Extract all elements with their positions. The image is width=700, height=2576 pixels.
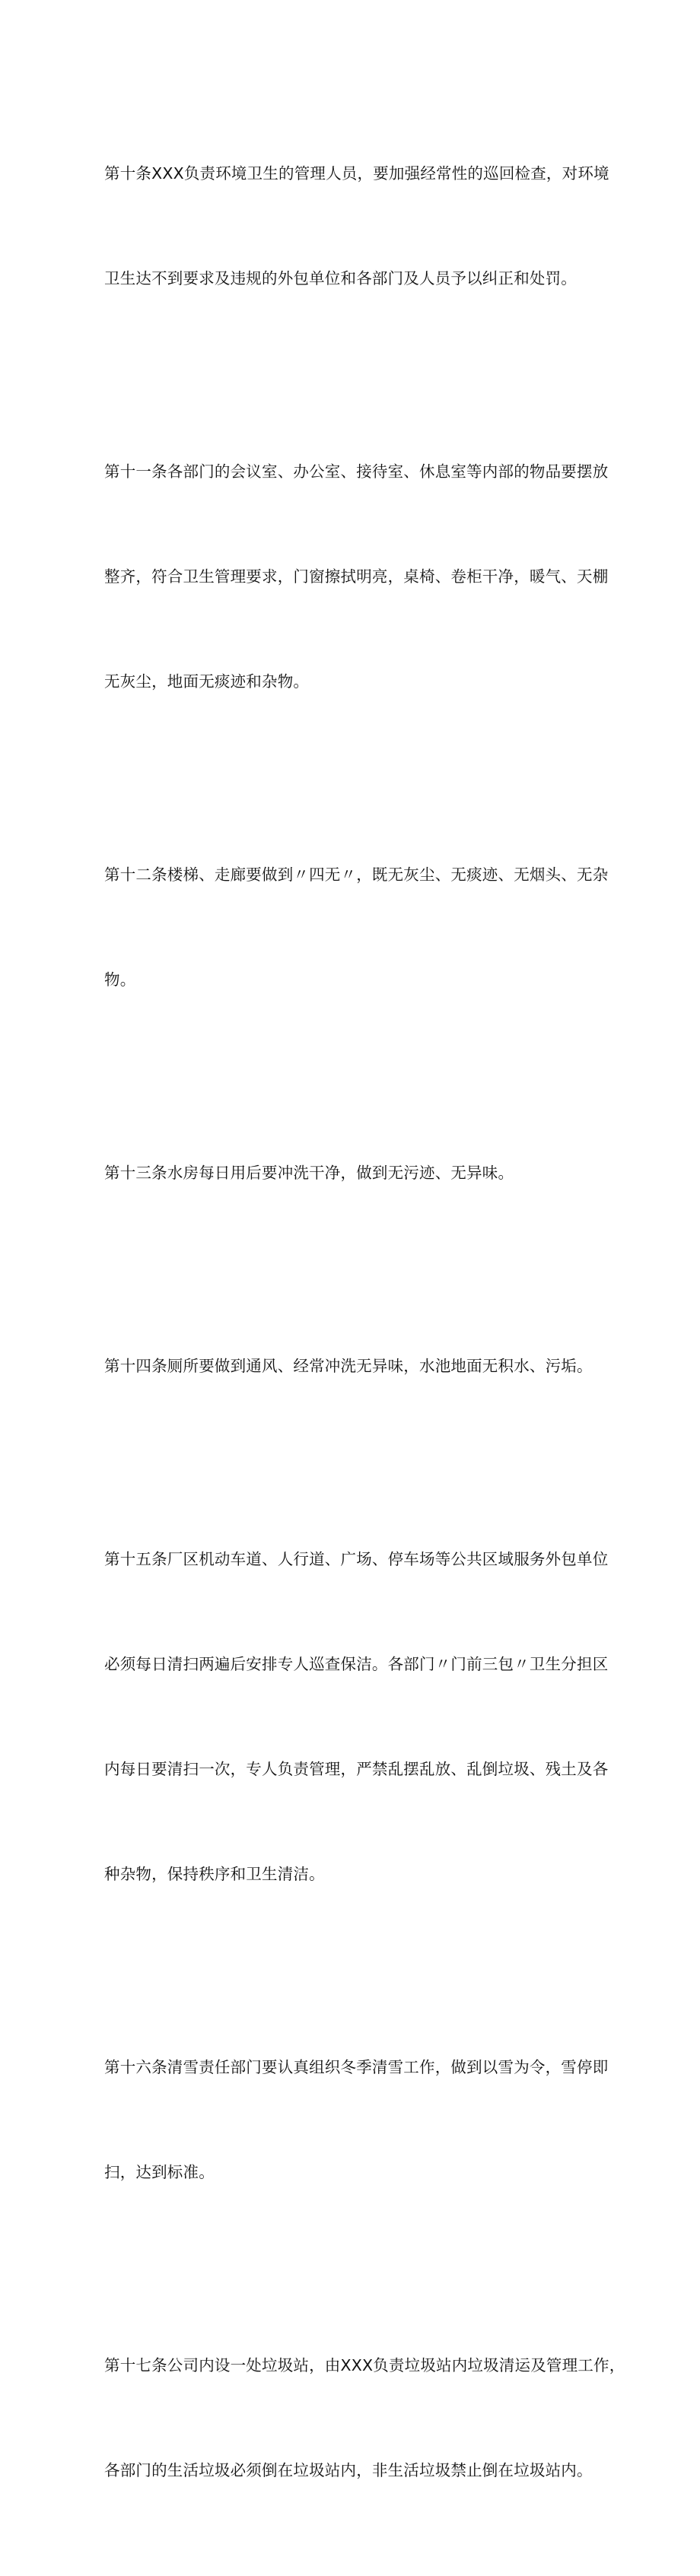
paragraph-line: 无灰尘，地面无痰迹和杂物。 <box>104 672 310 691</box>
paragraph-line: 各部门的生活垃圾必须倒在垃圾站内，非生活垃圾禁止倒在垃圾站内。 <box>104 2461 593 2479</box>
paragraph-line: 第十二条楼梯、走廊要做到〃四无〃，既无灰尘、无痰迹、无烟头、无杂 <box>104 866 609 884</box>
paragraph-line: 第十条XXX负责环境卫生的管理人员，要加强经常性的巡回检查，对环境 <box>104 164 609 183</box>
paragraph-line: 第十七条公司内设一处垃圾站，由XXX负责垃圾站内垃圾清运及管理工作， <box>104 2356 625 2374</box>
paragraph-line: 第十三条水房每日用后要冲洗干净，做到无污迹、无异味。 <box>104 1164 514 1182</box>
document-body <box>104 86 625 2576</box>
paragraph-line: 内每日要清扫一次，专人负责管理，严禁乱摆乱放、乱倒垃圾、残土及各 <box>104 1760 609 1778</box>
article-11-paragraph <box>104 384 609 769</box>
article-12-paragraph <box>104 787 609 1067</box>
paragraph-line: 整齐，符合卫生管理要求，门窗擦拭明亮，桌椅、卷柜干净，暖气、天棚 <box>104 567 609 586</box>
paragraph-line: 必须每日清扫两遍后安排专人巡查保洁。各部门〃门前三包〃卫生分担区 <box>104 1655 609 1673</box>
paragraph-line: 第十四条厕所要做到通风、经常冲洗无异味，水池地面无积水、污垢。 <box>104 1357 593 1375</box>
article-17-paragraph <box>104 2278 625 2558</box>
paragraph-line: 物。 <box>104 970 136 989</box>
article-13-paragraph <box>104 1085 599 1260</box>
article-14-paragraph <box>104 1278 599 1453</box>
paragraph-line: 卫生达不到要求及违规的外包单位和各部门及人员予以纠正和处罚。 <box>104 269 577 287</box>
article-10-paragraph <box>104 86 609 366</box>
paragraph-line: 第十一条各部门的会议室、办公室、接待室、休息室等内部的物品要摆放 <box>104 462 609 481</box>
article-16-paragraph <box>104 1980 609 2260</box>
paragraph-line: 第十六条清雪责任部门要认真组织冬季清雪工作，做到以雪为令，雪停即 <box>104 2058 609 2076</box>
paragraph-line: 第十五条厂区机动车道、人行道、广场、停车场等公共区域服务外包单位 <box>104 1550 609 1568</box>
article-15-paragraph <box>104 1472 609 1961</box>
paragraph-line: 种杂物，保持秩序和卫生清洁。 <box>104 1865 325 1883</box>
paragraph-line: 扫，达到标准。 <box>104 2163 215 2181</box>
